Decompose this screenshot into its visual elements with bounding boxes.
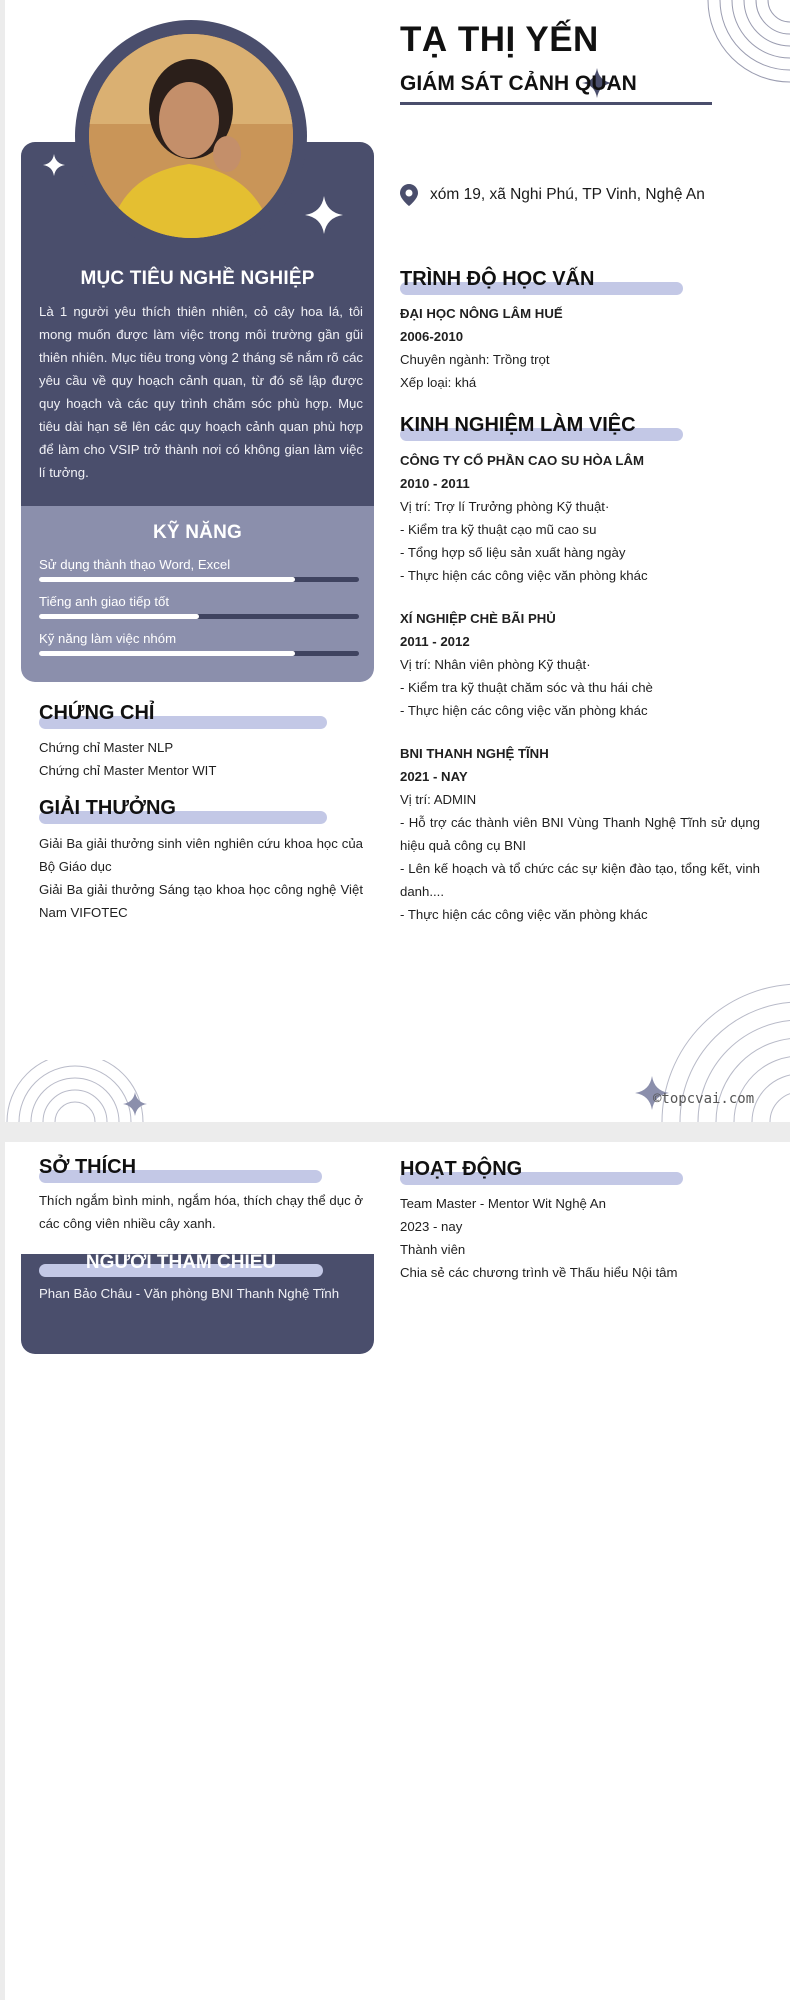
- skill-bar-fill: [39, 651, 295, 656]
- experience-company: CÔNG TY CỔ PHẦN CAO SU HÒA LÂM: [400, 453, 644, 468]
- experience-item: [400, 449, 760, 587]
- experience-company: BNI THANH NGHỆ TĨNH: [400, 746, 549, 761]
- job-title: GIÁM SÁT CẢNH QUAN: [400, 72, 637, 95]
- hobbies-heading: [39, 1156, 322, 1186]
- experience-period: 2011 - 2012: [400, 634, 470, 649]
- experience-line: - Kiểm tra kỹ thuật cạo mũ cao su: [400, 522, 597, 537]
- activity-line: Chia sẻ các chương trình về Thấu hiểu Nội tâm: [400, 1265, 678, 1280]
- experience-item: [400, 742, 760, 926]
- person-name: TẠ THỊ YẾN: [400, 20, 599, 59]
- award-item: Giải Ba giải thưởng Sáng tạo khoa học công nghệ Việt Nam VIFOTEC: [39, 882, 363, 920]
- education-title: TRÌNH ĐỘ HỌC VẤN: [400, 268, 595, 290]
- activity-line: Thành viên: [400, 1242, 466, 1257]
- skill-item: [39, 631, 359, 656]
- experience-line: - Tổng hợp số liệu sản xuất hàng ngày: [400, 545, 626, 560]
- experience-heading: [400, 414, 683, 444]
- sparkle-icon: [43, 154, 65, 176]
- objective-text: Là 1 người yêu thích thiên nhiên, cỏ cây hoa lá, tôi mong muốn được làm việc trong môi trường gần gũi thiên nhiên. Mục tiêu trong vòng 2 tháng sẽ nắm rõ các yêu cầu về quy hoạch cảnh quan, từ đó sẽ lập được quy hoạch và các quy trình chăm sóc phù hợp. Mục tiêu dài hạn sẽ lên các quy hoạch cảnh quan phù hợp để làm cho VSIP trở thành nơi có không gian làm việc lí tưởng.: [39, 304, 363, 480]
- address-row: [400, 184, 705, 206]
- experience-period: 2010 - 2011: [400, 476, 470, 491]
- skill-bar-track: [39, 614, 359, 619]
- certificate-item: Chứng chỉ Master Mentor WIT: [39, 763, 217, 778]
- education-block: [400, 302, 563, 394]
- sparkle-icon: [123, 1092, 147, 1116]
- references-text: Phan Bảo Châu - Văn phòng BNI Thanh Nghệ Tĩnh: [39, 1286, 340, 1301]
- watermark: ©topcvai.com: [653, 1091, 755, 1107]
- awards-heading: [39, 797, 327, 827]
- experience-company: XÍ NGHIỆP CHÈ BÃI PHỦ: [400, 611, 556, 626]
- decorative-arcs-top-right: [695, 0, 790, 110]
- experience-line: Vị trí: ADMIN: [400, 792, 477, 807]
- location-pin-icon: [400, 184, 418, 206]
- experience-line: - Thực hiện các công việc văn phòng khác: [400, 568, 648, 583]
- certificates-list: [39, 736, 216, 782]
- experience-line: - Kiểm tra kỹ thuật chăm sóc và thu hái chè: [400, 680, 653, 695]
- education-heading: [400, 268, 683, 298]
- hobbies-text: Thích ngắm bình minh, ngắm hóa, thích chạy thể dục ở các công viên nhiều cây xanh.: [39, 1193, 363, 1231]
- experience-item: [400, 607, 760, 722]
- activities-heading: [400, 1158, 683, 1188]
- experience-line: Vị trí: Trợ lí Trưởng phòng Kỹ thuật·: [400, 499, 610, 514]
- skill-item: [39, 594, 359, 619]
- experience-line: - Thực hiện các công việc văn phòng khác: [400, 907, 648, 922]
- awards-title: GIẢI THƯỞNG: [39, 797, 176, 819]
- skill-item: [39, 557, 359, 582]
- skill-name: Kỹ năng làm việc nhóm: [39, 631, 177, 646]
- experience-period: 2021 - NAY: [400, 769, 468, 784]
- education-school: ĐẠI HỌC NÔNG LÂM HUẾ: [400, 306, 563, 321]
- skill-bar-track: [39, 651, 359, 656]
- skill-name: Tiếng anh giao tiếp tốt: [39, 594, 170, 609]
- activity-line: 2023 - nay: [400, 1219, 463, 1234]
- skill-name: Sử dụng thành thạo Word, Excel: [39, 557, 231, 572]
- title-divider: [400, 102, 712, 105]
- experience-line: Vị trí: Nhân viên phòng Kỹ thuật·: [400, 657, 591, 672]
- experience-line: - Thực hiện các công việc văn phòng khác: [400, 703, 648, 718]
- sparkle-icon: [305, 196, 343, 234]
- resume-page-1: [5, 0, 790, 1122]
- experience-title: KINH NGHIỆM LÀM VIỆC: [400, 414, 636, 436]
- avatar: [89, 34, 293, 238]
- skill-bar-fill: [39, 577, 295, 582]
- skills-title: KỸ NĂNG: [152, 522, 242, 543]
- education-period: 2006-2010: [400, 329, 464, 344]
- education-major: Chuyên ngành: Trồng trọt: [400, 352, 550, 367]
- certificates-heading: [39, 702, 327, 732]
- skill-bar-track: [39, 577, 359, 582]
- experience-line: - Hỗ trợ các thành viên BNI Vùng Thanh Nghệ Tĩnh sử dụng hiệu quả công cụ BNI: [400, 815, 760, 853]
- references-title: NGƯỜI THAM CHIẾU: [85, 1252, 277, 1273]
- activities-title: HOẠT ĐỘNG: [400, 1158, 523, 1180]
- certificates-title: CHỨNG CHỈ: [39, 702, 155, 724]
- skill-bar-fill: [39, 614, 199, 619]
- education-grade: Xếp loại: khá: [400, 375, 477, 390]
- activities-list: [400, 1192, 677, 1284]
- award-item: Giải Ba giải thưởng sinh viên nghiên cứu khoa học của Bộ Giáo dục: [39, 836, 363, 874]
- certificate-item: Chứng chỉ Master NLP: [39, 740, 174, 755]
- hobbies-title: SỞ THÍCH: [39, 1156, 137, 1178]
- objective-title: MỤC TIÊU NGHỀ NGHIỆP: [80, 268, 315, 289]
- references-heading: [39, 1252, 323, 1278]
- awards-list: [39, 832, 363, 924]
- activity-line: Team Master - Mentor Wit Nghệ An: [400, 1196, 606, 1211]
- address-text: xóm 19, xã Nghi Phú, TP Vinh, Nghệ An: [430, 186, 705, 203]
- experience-line: - Lên kế hoạch và tổ chức các sự kiện đào tạo, tổng kết, vinh danh....: [400, 861, 760, 899]
